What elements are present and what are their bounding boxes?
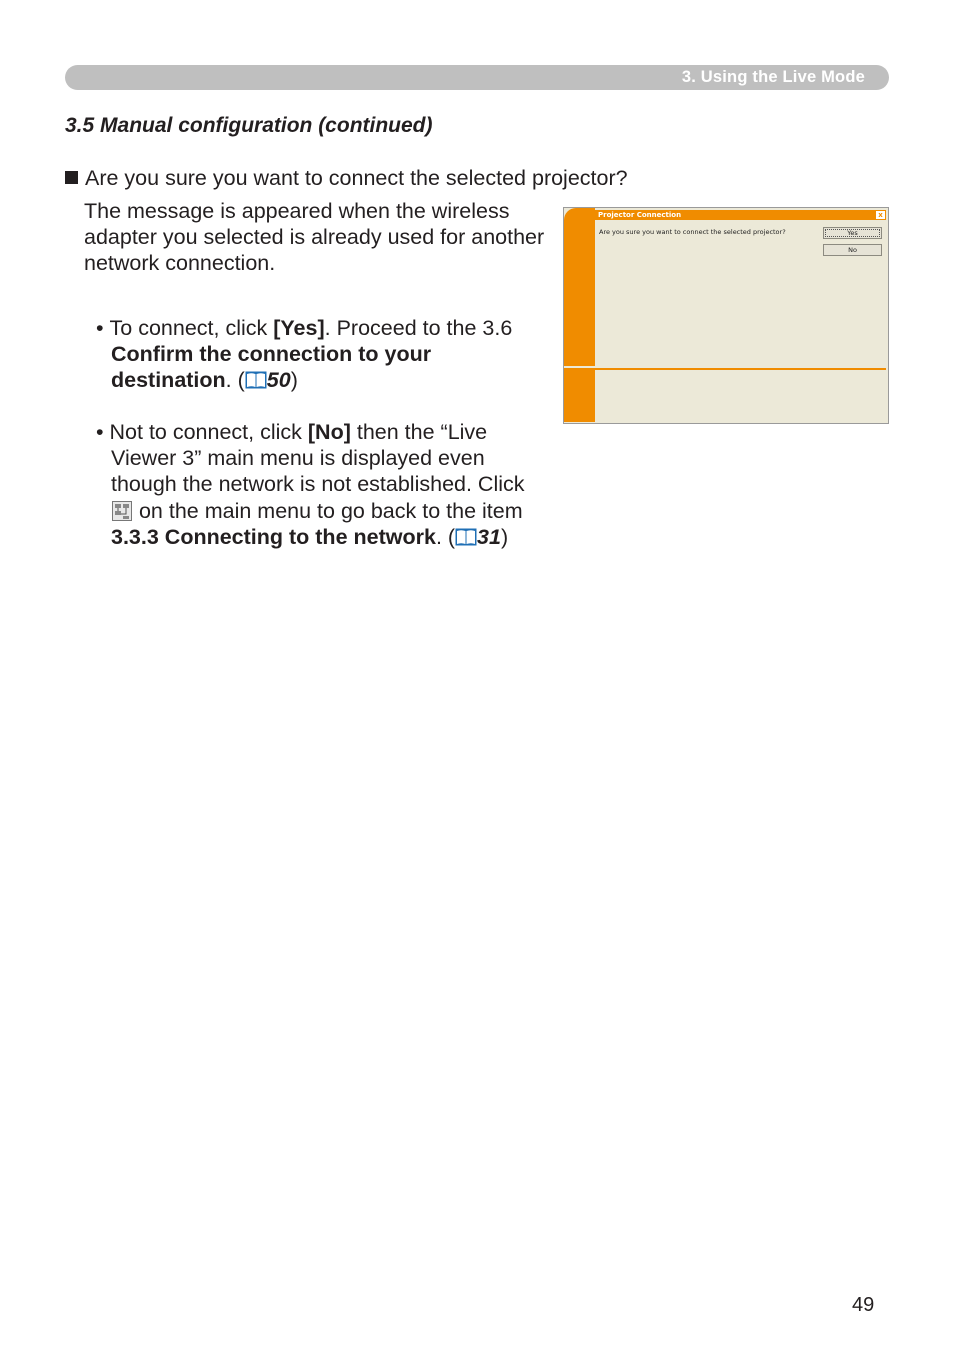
projector-connection-dialog (563, 207, 889, 424)
dialog-message: Are you sure you want to connect the selected projector? (599, 228, 786, 236)
bullet-no-text: • Not to connect, click [No] then the “Live Viewer 3” main menu is displayed even though the network is not established. Click on the main menu to go back to the item 3.3.3 Connecting to the network. ( 31) (96, 420, 525, 549)
dialog-side-panel (564, 208, 595, 366)
chapter-header-bar (65, 65, 889, 90)
bullet-no (96, 419, 536, 550)
page-number: 49 (852, 1294, 875, 1316)
close-icon[interactable]: x (876, 211, 885, 219)
dialog-side-panel-bottom (564, 368, 595, 422)
no-button-ref: [No] (307, 420, 351, 444)
page-reference: 31 (477, 524, 501, 549)
section-link-confirm: Confirm the connection to your destination (111, 342, 432, 393)
section-title: 3.5 Manual configuration (continued) (65, 114, 433, 137)
square-bullet-icon (65, 171, 78, 184)
text-run: . ( (225, 368, 245, 393)
text-run: ) (290, 368, 298, 393)
dialog-titlebar (595, 210, 886, 220)
text-run: ) (500, 524, 509, 549)
book-icon (455, 528, 477, 546)
question-heading (65, 166, 628, 191)
text-run: Not to connect, click (109, 420, 308, 444)
intro-paragraph: The message is appeared when the wireless adapter you selected is already used for another network connection. (84, 199, 545, 276)
page-reference: 50 (266, 368, 291, 393)
bullet-yes-text: • To connect, click [Yes]. Proceed to the 3.6 Confirm the connection to your destination. ( 50) (96, 316, 513, 393)
text-run: on the main menu to go back to the item (133, 498, 523, 523)
dialog-body (595, 220, 886, 365)
yes-button-ref: [Yes] (273, 316, 325, 340)
text-run: then the “Live Viewer 3” main menu is displayed even though the network is not established. Click (111, 420, 525, 497)
text-run: . Proceed to the 3.6 (324, 316, 513, 340)
text-run: To connect, click (109, 316, 274, 340)
chapter-title: 3. Using the Live Mode (681, 68, 865, 86)
book-icon (245, 371, 267, 389)
yes-button[interactable]: Yes (823, 227, 882, 239)
dialog-title: Projector Connection (598, 211, 682, 219)
section-link-connecting: 3.3.3 Connecting to the network (111, 524, 436, 549)
question-text: Are you sure you want to connect the selected projector? (85, 166, 628, 190)
bullet-yes (96, 315, 536, 394)
network-menu-icon (111, 500, 133, 522)
text-run: . ( (435, 524, 456, 549)
dialog-footer (595, 370, 886, 421)
no-button[interactable]: No (823, 244, 882, 256)
